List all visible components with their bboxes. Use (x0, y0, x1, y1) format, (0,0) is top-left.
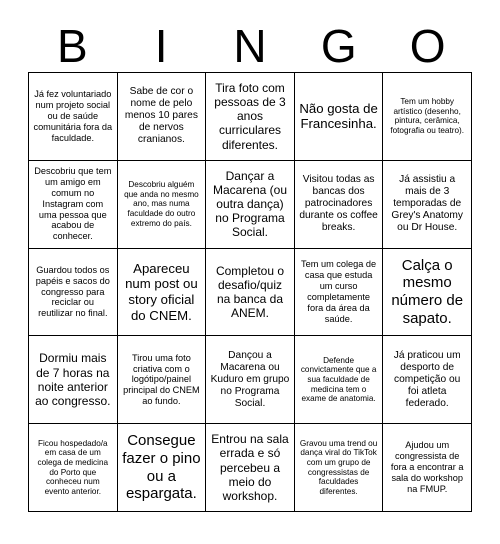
bingo-cell-r4-c1[interactable]: Dormiu mais de 7 horas na noite anterior ao congresso. (29, 336, 118, 424)
header-letter-g: G (320, 20, 357, 72)
bingo-cell-r3-c3[interactable]: Completou o desafio/quiz na banca da ANEM. (206, 249, 295, 337)
header-letter-b: B (57, 20, 88, 72)
bingo-cell-r3-c4[interactable]: Tem um colega de casa que estuda um curso completamente fora da área da saúde. (295, 249, 384, 337)
bingo-cell-r4-c5[interactable]: Já praticou um desporto de competição ou foi atleta federado. (383, 336, 472, 424)
header-letter-i: I (154, 20, 168, 72)
bingo-cell-r3-c2[interactable]: Apareceu num post ou story oficial do CNEM. (118, 249, 207, 337)
bingo-cell-r1-c4[interactable]: Não gosta de Francesinha. (295, 73, 384, 161)
bingo-cell-r2-c5[interactable]: Já assistiu a mais de 3 temporadas de Grey's Anatomy ou Dr House. (383, 161, 472, 249)
bingo-cell-r4-c2[interactable]: Tirou uma foto criativa com o logótipo/painel principal do CNEM ao fundo. (118, 336, 207, 424)
bingo-cell-r2-c3[interactable]: Dançar a Macarena (ou outra dança) no Programa Social. (206, 161, 295, 249)
bingo-cell-r1-c3[interactable]: Tira foto com pessoas de 3 anos curriculares diferentes. (206, 73, 295, 161)
bingo-header (28, 18, 472, 74)
bingo-cell-r1-c1[interactable]: Já fez voluntariado num projeto social ou de saúde comunitária fora da faculdade. (29, 73, 118, 161)
bingo-cell-r3-c5[interactable]: Calça o mesmo número de sapato. (383, 249, 472, 337)
bingo-cell-r2-c1[interactable]: Descobriu que tem um amigo em comum no Instagram com uma pessoa que acabou de conhecer. (29, 161, 118, 249)
bingo-cell-r1-c2[interactable]: Sabe de cor o nome de pelo menos 10 pares de nervos cranianos. (118, 73, 207, 161)
bingo-cell-r2-c4[interactable]: Visitou todas as bancas dos patrocinadores durante os coffee breaks. (295, 161, 384, 249)
bingo-grid (28, 72, 472, 512)
bingo-cell-r4-c4[interactable]: Defende convictamente que a sua faculdade de medicina tem o exame de anatomia. (295, 336, 384, 424)
bingo-cell-r2-c2[interactable]: Descobriu alguém que anda no mesmo ano, mas numa faculdade do outro extremo do país. (118, 161, 207, 249)
bingo-cell-r5-c4[interactable]: Gravou uma trend ou dança viral do TikTok com um grupo de congressistas de faculdades diferentes. (295, 424, 384, 512)
bingo-cell-r5-c2[interactable]: Consegue fazer o pino ou a espargata. (118, 424, 207, 512)
bingo-cell-r5-c3[interactable]: Entrou na sala errada e só percebeu a meio do workshop. (206, 424, 295, 512)
bingo-cell-r3-c1[interactable]: Guardou todos os papéis e sacos do congresso para reciclar ou reutilizar no final. (29, 249, 118, 337)
bingo-cell-r5-c1[interactable]: Ficou hospedado/a em casa de um colega de medicina do Porto que conheceu num evento anterior. (29, 424, 118, 512)
bingo-cell-r4-c3[interactable]: Dançou a Macarena ou Kuduro em grupo no Programa Social. (206, 336, 295, 424)
header-letter-n: N (233, 20, 267, 72)
bingo-cell-r5-c5[interactable]: Ajudou um congressista de fora a encontrar a sala do workshop na FMUP. (383, 424, 472, 512)
header-letter-o: O (409, 20, 446, 72)
bingo-cell-r1-c5[interactable]: Tem um hobby artístico (desenho, pintura, cerâmica, fotografia ou teatro). (383, 73, 472, 161)
